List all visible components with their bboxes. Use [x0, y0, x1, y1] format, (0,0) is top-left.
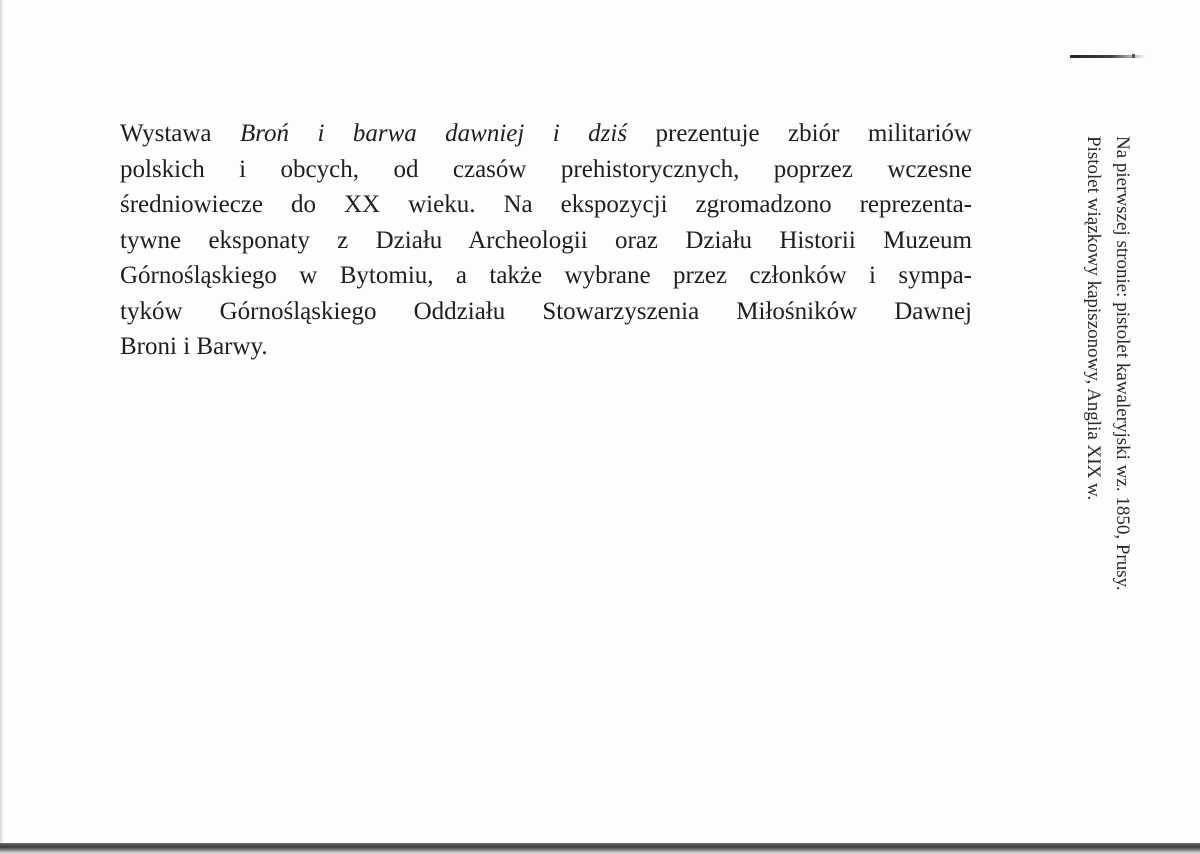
text-line: [120, 116, 972, 152]
caption-line-2: Pistolet wiązkowy kapiszonowy, Anglia XIX w.: [1083, 136, 1104, 501]
text-segment: prezentuje zbiór militariów: [627, 120, 972, 147]
text-line: Broni i Barwy.: [120, 333, 268, 360]
scan-bottom-edge: [0, 843, 1200, 854]
text-line: średniowiecze do XX wieku. Na ekspozycji zgromadzono reprezenta-: [120, 191, 972, 218]
cover-caption: [1056, 136, 1136, 706]
text-line: tyków Górnośląskiego Oddziału Stowarzyszenia Miłośników Dawnej: [120, 297, 972, 325]
text-segment: Wystawa: [120, 120, 240, 147]
text-line: polskich i obcych, od czasów prehistorycznych, poprzez wczesne: [120, 155, 972, 183]
exhibition-title: Broń i barwa dawniej i dziś: [239, 120, 628, 147]
text-line: Górnośląskiego w Bytomiu, a także wybrane przez członków i sympa-: [120, 262, 972, 289]
page-edge-shadow: [0, 0, 4, 854]
scan-edge-mark: [1070, 55, 1146, 58]
exhibition-description: [120, 116, 972, 365]
text-line: tywne eksponaty z Działu Archeologii oraz Działu Historii Muzeum: [120, 226, 972, 254]
caption-line-1: Na pierwszej stronie: pistolet kawaleryjski wz. 1850, Prusy.: [1112, 136, 1133, 591]
